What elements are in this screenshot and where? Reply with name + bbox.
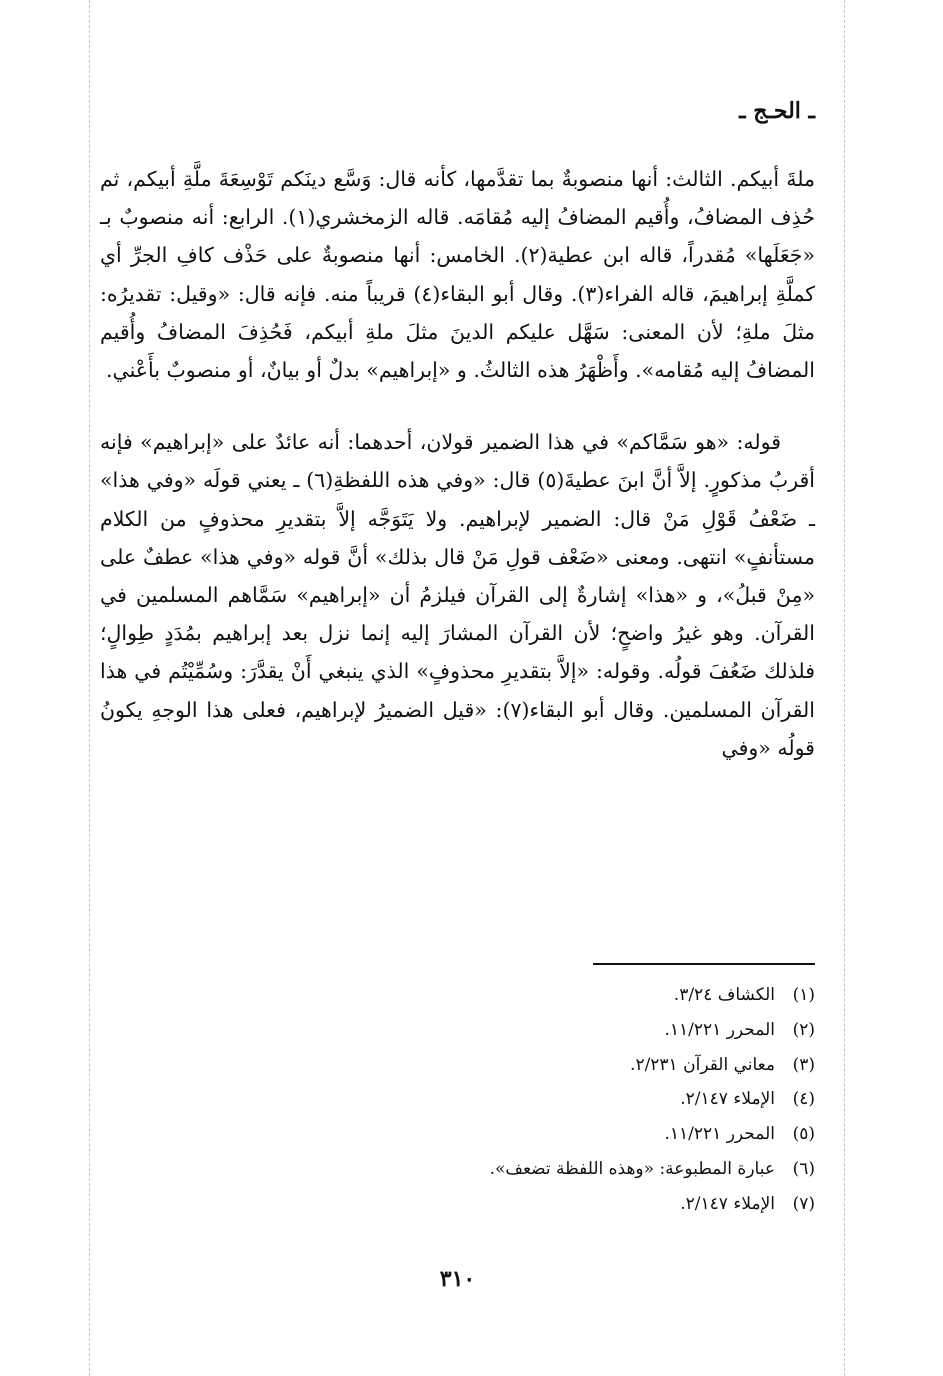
footnote-number: (٦) bbox=[792, 1158, 815, 1179]
footnote-text: عبارة المطبوعة: «وهذه اللفظة تضعف». bbox=[489, 1158, 775, 1179]
footnote-number: (٥) bbox=[792, 1124, 815, 1145]
footnote-text: المحرر ١١/٢٢١. bbox=[664, 1019, 775, 1040]
book-page bbox=[100, 0, 815, 1376]
footnote-number: (٤) bbox=[792, 1089, 815, 1110]
footnote-5 bbox=[100, 1117, 815, 1152]
main-text bbox=[100, 160, 815, 767]
footnote-number: (١) bbox=[792, 985, 815, 1005]
footnote-3 bbox=[100, 1048, 815, 1083]
footnote-2 bbox=[100, 1013, 815, 1048]
footnote-text: الإملاء ٢/١٤٧. bbox=[680, 1089, 775, 1110]
right-margin-guide bbox=[844, 0, 845, 1376]
page-number: ٣١٠ bbox=[439, 1266, 476, 1292]
paragraph-1: ملةَ أبيكم. الثالث: أنها منصوبةٌ بما تقدَّمها، كأنه قال: وَسَّع دينَكم تَوْسِعَةَ ملَّةِ أبيكم، ثم حُذِف المضافُ، وأُقيم المضافُ إليه مُقامَه. قاله الزمخشري(١). الرابع: أنه منصوبٌ بـ «جَعَلَها» مُقدراً، قاله ابن عطية(٢). الخامس: أنها منصوبةٌ على حَذْف كافِ الجرِّ أي كملَّةِ إبراهيمَ، قاله الفراء(٣). وقال أبو البقاء(٤) قريباً منه. فإنه قال: «وقيل: تقديرُه: مثلَ ملةِ؛ لأن المعنى: سَهَّل عليكم الدينَ مثلَ ملةِ أبيكم، فَحُذِفَ المضافُ وأُقيم المضافُ إليه مُقامه». وأَظْهَرُ هذه الثالثُ. و «إبراهيم» بدلٌ أو بيانٌ، أو منصوبٌ بأَعْني. bbox=[100, 167, 815, 383]
footnote-text: المحرر ١١/٢٢١. bbox=[664, 1124, 775, 1145]
footnote-number: (٧) bbox=[792, 1193, 815, 1214]
footnote-number: (٢) bbox=[792, 1019, 815, 1040]
footnote-number: (٣) bbox=[792, 1054, 815, 1075]
footnote-text: الكشاف ٣/٢٤. bbox=[673, 985, 775, 1005]
footnote-7 bbox=[100, 1187, 815, 1222]
left-margin-guide bbox=[89, 0, 90, 1376]
footnotes-list bbox=[100, 978, 815, 1222]
footnote-4 bbox=[100, 1082, 815, 1117]
footnote-text: الإملاء ٢/١٤٧. bbox=[680, 1193, 775, 1214]
footnote-1 bbox=[100, 978, 815, 1013]
footnote-6 bbox=[100, 1152, 815, 1187]
paragraph-2: قوله: «هو سَمَّاكم» في هذا الضمير قولان، أحدهما: أنه عائدٌ على «إبراهيم» فإنه أقربُ مذكورٍ. إلاَّ أنَّ ابنَ عطيةَ(٥) قال: «وفي هذه اللفظةِ(٦) ـ يعني قولَه «وفي هذا» ـ ضَعْفُ قَوْلِ مَنْ قال: الضمير لإبراهيم. ولا يَتَوَجَّه إلاَّ بتقديرِ محذوفٍ من الكلام مستأنفٍ» انتهى. ومعنى «ضَعْف قولِ مَنْ قال بذلك» أنَّ قوله «وفي هذا» عطفٌ على «مِنْ قبلُ»، و «هذا» إشارةٌ إلى القرآن فيلزمُ أن «إبراهيم» سَمَّاهم المسلمين في القرآن. وهو غيرُ واضحٍ؛ لأن القرآن المشارَ إليه إنما نزل بعد إبراهيم بمُدَدٍ طِوالٍ؛ فلذلك ضَعُفَ قولُه. وقوله: «إلاَّ بتقديرِ محذوفٍ» الذي ينبغي أَنْ يقدَّرَ: وسُمِّيْتُم في هذا القرآن المسلمين. وقال أبو البقاء(٧): «قيل الضميرُ لإبراهيم، فعلى هذا الوجهِ يكونُ قولُه «وفي bbox=[100, 430, 815, 760]
footnote-separator bbox=[593, 963, 815, 965]
footnote-text: معاني القرآن ٢/٢٣١. bbox=[630, 1054, 775, 1075]
running-head: ـ الحـج ـ bbox=[739, 98, 815, 124]
